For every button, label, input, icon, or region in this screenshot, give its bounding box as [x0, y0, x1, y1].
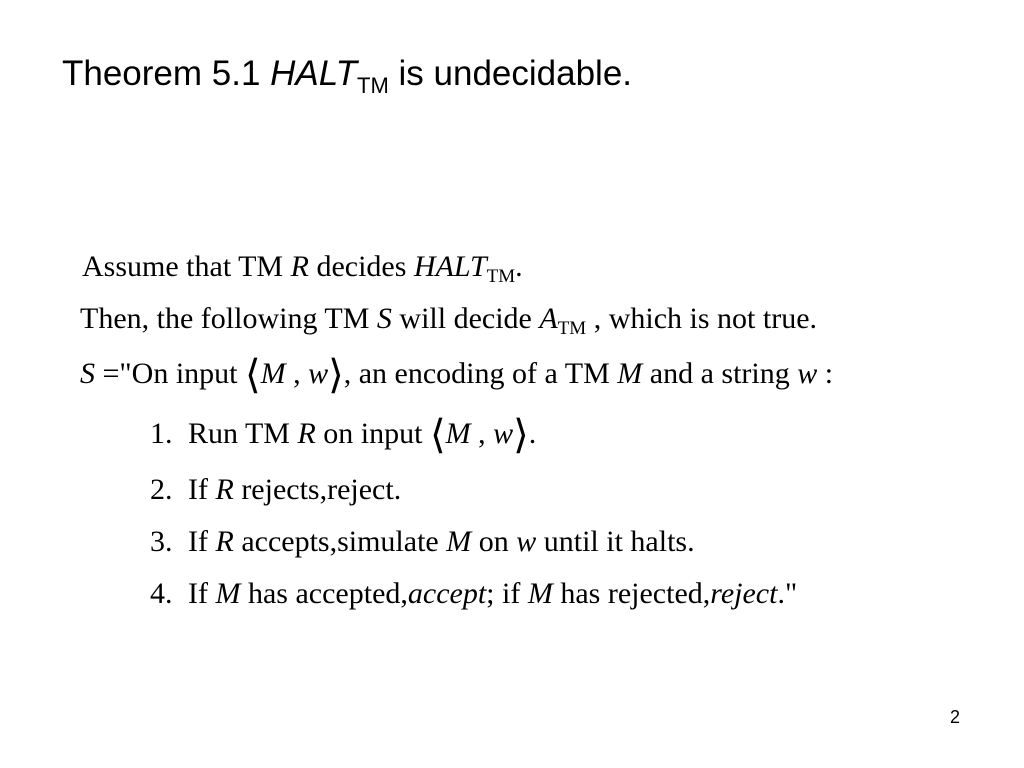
text: Assume that TM — [82, 250, 291, 283]
step-number: 1. — [150, 417, 173, 450]
text: has accepted, — [240, 577, 408, 610]
title-suffix: is undecidable. — [388, 54, 633, 93]
right-angle: ⟩ — [328, 352, 344, 397]
text: , which is not true. — [586, 302, 818, 335]
var-r: R — [215, 473, 234, 506]
title-language-name: HALT — [270, 54, 358, 93]
right-angle: ⟩ — [513, 412, 529, 457]
text: If — [188, 525, 216, 558]
word-reject: reject — [710, 577, 778, 610]
text: on — [471, 525, 517, 558]
text: : — [817, 357, 834, 390]
var-s: S — [376, 302, 392, 335]
var-m: M — [446, 525, 472, 558]
text: , — [285, 357, 309, 390]
text: . — [528, 417, 537, 450]
text: and a string — [642, 357, 798, 390]
title-prefix: Theorem 5.1 — [62, 54, 271, 93]
machine-definition-line — [80, 352, 834, 397]
var-s: S — [80, 357, 95, 390]
text: ; if — [486, 577, 528, 610]
step-1 — [150, 412, 537, 457]
text: accepts,simulate — [233, 525, 447, 558]
var-w: w — [797, 357, 818, 390]
text: If — [188, 577, 216, 610]
contradiction-line — [80, 302, 818, 339]
text: on input — [315, 417, 430, 450]
slide-title — [62, 54, 633, 98]
text: will decide — [391, 302, 540, 335]
text: ." — [777, 577, 798, 610]
language-a: A — [539, 302, 558, 335]
text: ="On input — [95, 357, 245, 390]
var-r: R — [215, 525, 234, 558]
subscript: TM — [557, 318, 587, 339]
step-3 — [150, 527, 695, 557]
page-number: 2 — [950, 707, 961, 727]
var-w: w — [493, 417, 514, 450]
step-number: 3. — [150, 525, 173, 558]
var-m: M — [445, 417, 471, 450]
step-2 — [150, 475, 401, 505]
text: decides — [308, 250, 414, 283]
var-m: M — [215, 577, 241, 610]
step-number: 2. — [150, 473, 173, 506]
step-number: 4. — [150, 577, 173, 610]
var-r: R — [297, 417, 316, 450]
subscript: TM — [486, 266, 516, 287]
text: If — [188, 473, 216, 506]
text: has rejected, — [552, 577, 711, 610]
text: rejects,reject. — [233, 473, 402, 506]
assumption-line — [82, 250, 523, 287]
var-m: M — [527, 577, 553, 610]
var-m: M — [260, 357, 286, 390]
title-language-subscript: TM — [357, 73, 389, 98]
title-language — [270, 54, 389, 98]
var-w: w — [308, 357, 329, 390]
text: , an encoding of a TM — [343, 357, 618, 390]
language-halt: HALT — [413, 250, 487, 283]
step-4 — [150, 579, 797, 609]
var-m: M — [617, 357, 643, 390]
word-accept: accept — [407, 577, 487, 610]
text: Then, the following TM — [80, 302, 377, 335]
left-angle: ⟨ — [429, 412, 446, 457]
text: Run TM — [188, 417, 298, 450]
text: until it halts. — [536, 525, 695, 558]
var-r: R — [290, 250, 309, 283]
left-angle: ⟨ — [245, 352, 261, 397]
text: , — [470, 417, 494, 450]
var-w: w — [516, 525, 537, 558]
text: . — [515, 250, 523, 283]
